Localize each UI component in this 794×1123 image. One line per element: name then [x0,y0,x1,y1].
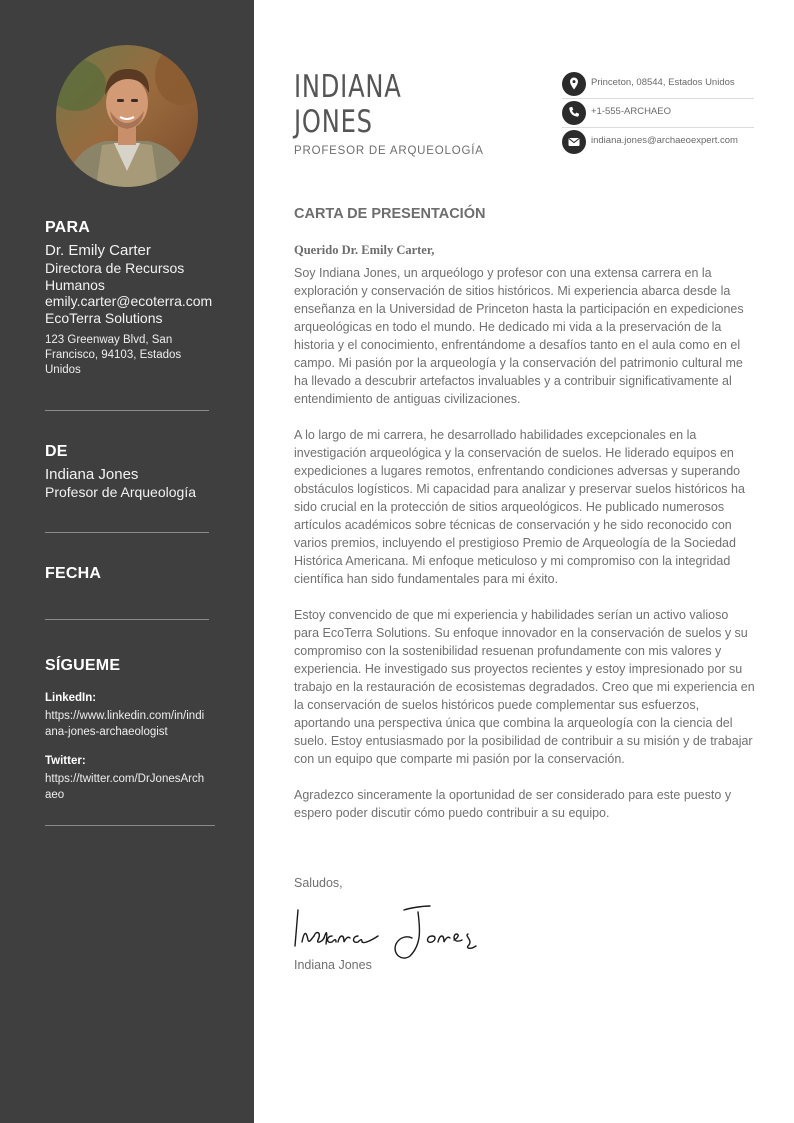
applicant-role: PROFESOR DE ARQUEOLOGÍA [294,145,484,157]
contact-phone-text: +1-555-ARCHAEO [591,106,671,117]
sender-name: Indiana Jones [45,466,139,483]
follow-heading: SÍGUEME [45,657,121,674]
letter-paragraph: Soy Indiana Jones, un arqueólogo y profesor con una extensa carrera en la exploración y conservación de sitios históricos. Mi experiencia abarca desde la enseñanza en la Universidad de Princeton hasta la participación en expediciones arqueológicas en todo el mundo. He dedicado mi vida a la preservación de la historia y el conocimiento, enfrentándome a desafíos tanto en el aula como en el campo. Mi pasión por la arqueología y la conservación del patrimonio cultural me ha llevado a descubrir artefactos invaluables y a contribuir significativamente al entendimiento de antiguas civilizaciones. [294,266,744,406]
recipient-address: 123 Greenway Blvd, San Francisco, 94103, Estados Unidos [45,334,182,376]
last-name: JONES [294,104,373,140]
sidebar [0,0,254,1123]
sender-title: Profesor de Arqueología [45,484,196,500]
recipient-email[interactable]: emily.carter@ecoterra.com [45,293,213,309]
divider [45,410,209,411]
linkedin-link[interactable]: https://www.linkedin.com/in/indiana-jones-archaeologist [45,710,205,738]
to-heading: PARA [45,219,90,236]
handwritten-signature [292,900,492,967]
linkedin-label: LinkedIn: [45,692,97,704]
recipient-company: EcoTerra Solutions [45,310,163,326]
letter-closing: Saludos, [294,876,343,890]
divider [45,825,215,826]
contact-location-text: Princeton, 08544, Estados Unidos [591,77,735,88]
letter-paragraph: A lo largo de mi carrera, he desarrollado habilidades excepcionales en la investigación arqueológica y la conservación de suelos. He liderado equipos en expediciones a lugares remotos, enfrentando condiciones adversas y superando obstáculos logísticos. Mi capacidad para analizar y preservar suelos históricos ha sido crucial en la protección de sitios arqueológicos. He publicado numerosos artículos académicos sobre técnicas de conservación y he sido reconocido con varios premios, incluyendo el prestigioso Premio de Arqueología de la Sociedad Histórica Americana. Mi enfoque meticuloso y mi compromiso con la integridad científica han sido fundamentales para mi éxito. [294,428,745,586]
twitter-label: Twitter: [45,755,86,767]
contact-email [562,128,754,157]
contact-email-text[interactable]: indiana.jones@archaeoexpert.com [591,135,738,146]
first-name: INDIANA [294,69,402,105]
from-heading: DE [45,443,68,460]
date-heading: FECHA [45,565,102,582]
letter-paragraph: Agradezco sinceramente la oportunidad de ser considerado para este puesto y espero poder discutir cómo puedo contribuir a su equipo. [294,788,732,820]
contact-phone [562,99,754,128]
divider [45,619,209,620]
signer-name: Indiana Jones [294,958,372,972]
letter-paragraph: Estoy convencido de que mi experiencia y habilidades serían un activo valioso para EcoTerra Solutions. Su enfoque innovador en la conservación de suelos y su compromiso con la sostenibilidad resuenan profundamente con mis valores y experiencia. He investigado sus proyectos recientes y estoy impresionado por su trabajo en la restauración de ecosistemas degradados. Creo que mi experiencia en la conservación de suelos históricos puede complementar sus esfuerzos, aportando una perspectiva única que combina la arqueología con la ciencia del suelo. Estoy entusiasmado por la posibilidad de contribuir a su misión y de trabajar con un equipo que comparte mi pasión por la conservación. [294,608,755,766]
letter-title: CARTA DE PRESENTACIÓN [294,206,486,222]
twitter-link[interactable]: https://twitter.com/DrJonesArchaeo [45,773,205,801]
letter-greeting: Querido Dr. Emily Carter, [294,243,435,257]
contact-location [562,70,754,99]
phone-icon [562,101,586,125]
recipient-title: Directora de Recursos Humanos [45,260,185,293]
mail-icon [562,130,586,154]
profile-photo [56,45,198,187]
divider [45,532,209,533]
recipient-name: Dr. Emily Carter [45,242,151,259]
location-pin-icon [562,72,586,96]
applicant-name [294,70,402,140]
